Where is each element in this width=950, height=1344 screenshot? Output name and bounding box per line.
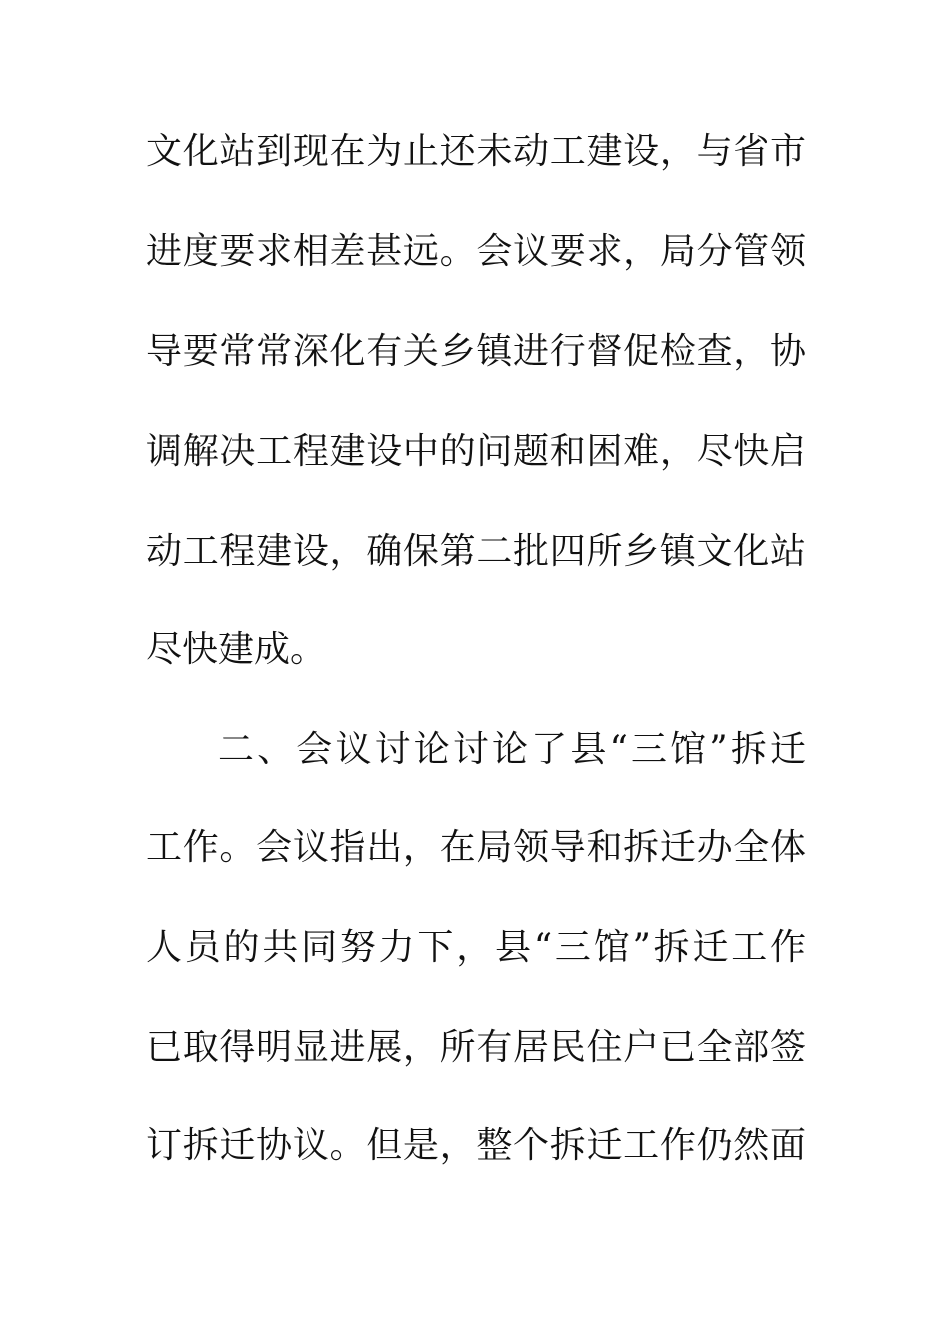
text-line: 工作。会议指出，在局领导和拆迁办全体 (146, 827, 806, 868)
text-line: 人员的共同努力下，县“三馆”拆迁工作 (146, 927, 806, 968)
text-line: 导要常常深化有关乡镇进行督促检查，协 (146, 331, 806, 372)
text-line: 进度要求相差甚远。会议要求，局分管领 (146, 231, 806, 272)
paragraph-first-line: 二、会议讨论讨论了县“三馆”拆迁 (218, 729, 806, 770)
text-line: 文化站到现在为止还未动工建设，与省市 (146, 131, 806, 172)
text-line: 尽快建成。 (146, 629, 327, 670)
text-line: 动工程建设，确保第二批四所乡镇文化站 (146, 531, 806, 572)
text-line: 调解决工程建设中的问题和困难，尽快启 (146, 431, 806, 472)
text-line: 订拆迁协议。但是，整个拆迁工作仍然面 (146, 1125, 806, 1166)
text-line: 已取得明显进展，所有居民住户已全部签 (146, 1027, 806, 1068)
